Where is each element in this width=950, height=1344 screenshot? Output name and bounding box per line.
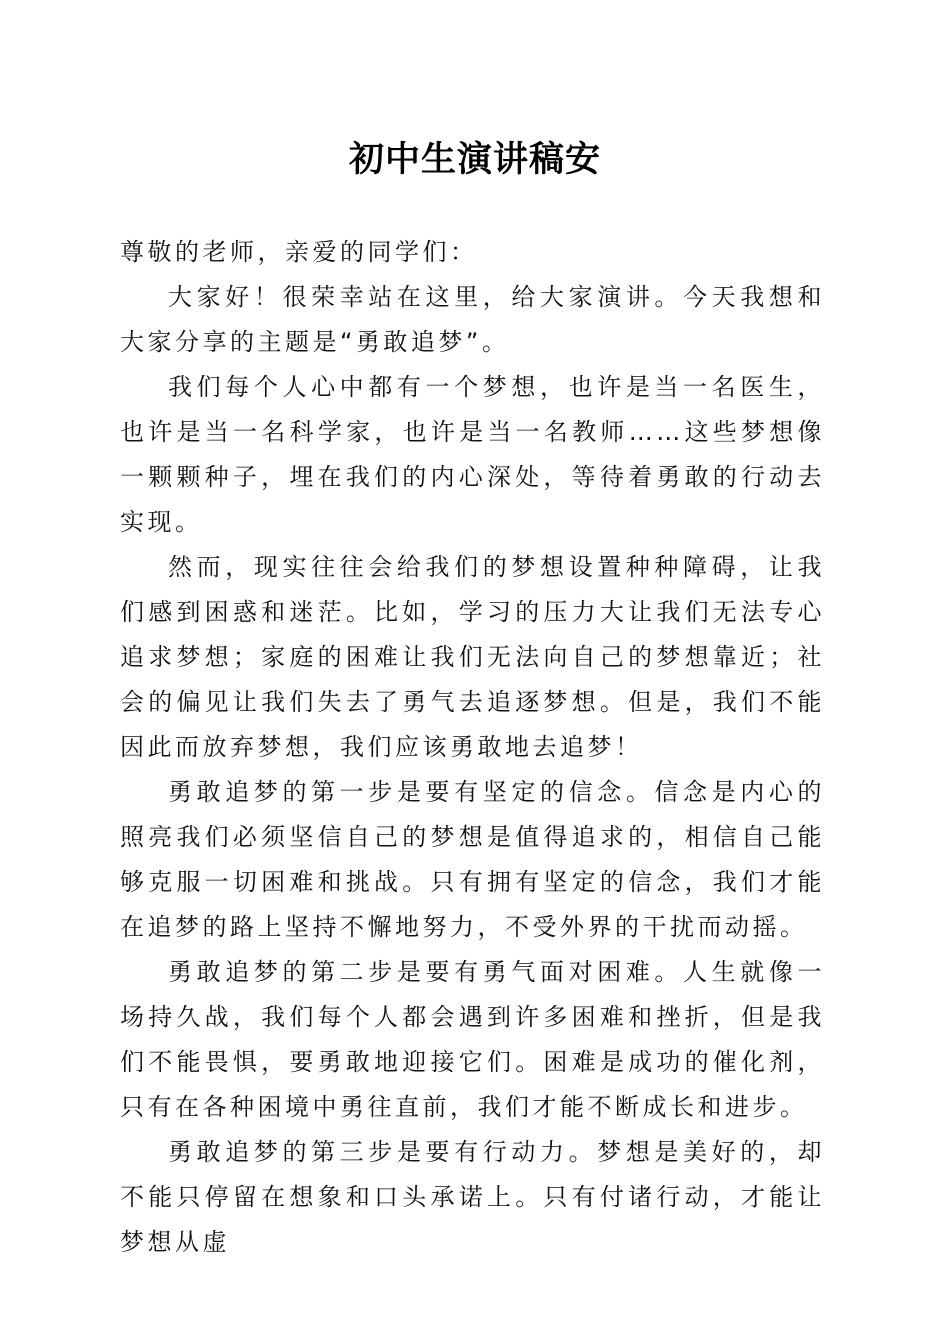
salutation: 尊敬的老师，亲爱的同学们： xyxy=(120,238,478,266)
document-body xyxy=(120,230,825,1265)
paragraph-5: 勇敢追梦的第二步是要有勇气面对困难。人生就像一场持久战，我们每个人都会遇到许多困难和挫折，但是我们不能畏惧，要勇敢地迎接它们。困难是成功的催化剂，只有在各种困境中勇往直前，我们才能不断成长和进步。 xyxy=(120,958,825,1121)
paragraph-4: 勇敢追梦的第一步是要有坚定的信念。信念是内心的照亮我们必须坚信自己的梦想是值得追求的，相信自己能够克服一切困难和挑战。只有拥有坚定的信念，我们才能在追梦的路上坚持不懈地努力，不受外界的干扰而动摇。 xyxy=(120,778,825,941)
paragraph-2: 我们每个人心中都有一个梦想，也许是当一名医生，也许是当一名科学家，也许是当一名教师……这些梦想像一颗颗种子，埋在我们的内心深处，等待着勇敢的行动去实现。 xyxy=(120,373,825,536)
paragraph-3: 然而，现实往往会给我们的梦想设置种种障碍，让我们感到困惑和迷茫。比如，学习的压力大让我们无法专心追求梦想；家庭的困难让我们无法向自己的梦想靠近；社会的偏见让我们失去了勇气去追逐梦想。但是，我们不能因此而放弃梦想，我们应该勇敢地去追梦！ xyxy=(120,553,825,761)
paragraph-6: 勇敢追梦的第三步是要有行动力。梦想是美好的，却不能只停留在想象和口头承诺上。只有付诸行动，才能让梦想从虚 xyxy=(120,1138,825,1256)
paragraph-1: 大家好！很荣幸站在这里，给大家演讲。今天我想和大家分享的主题是“勇敢追梦”。 xyxy=(120,283,825,356)
document-title: 初中生演讲稿安 xyxy=(348,139,601,180)
